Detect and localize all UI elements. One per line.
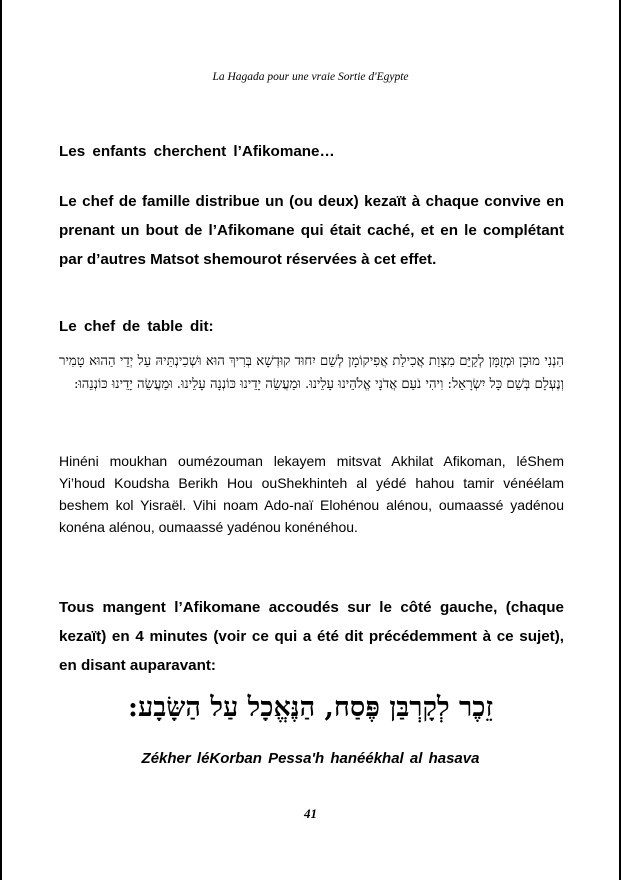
instruction-paragraph-distribution: Le chef de famille distribue un (ou deux) kezaït à chaque convive en prenant un bout de l’Afikomane qui était caché, et en le complétant par d’autres Matsot shemourot réservées à cet effet. [59, 193, 564, 268]
section-heading-afikomane: Les enfants cherchent l’Afikomane… [59, 143, 335, 160]
hebrew-prayer-text: הִנְנִי מוּכָן וּמְזֻמָּן לְקַיֵּם מִצְוַת אֲכִילַת אֲפִיקוֹמָן לְשֵׁם יִחוּד קוּדְשָׁא בְּרִיךְ הוּא וּשְׁכִינְתֵּיהּ עַל יְדֵי הַהוּא טָמִיר וְנֶעְלָם בְּשֵׁם כָּל יִשְׂרָאֵל: וִיהִי נֹעַם אֲדֹנָי אֱלֹהֵינוּ עָלֵינוּ. וּמַעֲשֵׂה יָדֵינוּ כּוֹנְנָה עָלֵינוּ. וּמַעֲשֵׂה יָדֵינוּ כּוֹנְנֵהוּ: [59, 354, 564, 392]
page-border-left [0, 0, 2, 880]
transliteration-paragraph: Hinéni moukhan oumézouman lekayem mitsvat Akhilat Afikoman, léShem Yi’houd Koudsha Berikh Hou ouShekhinteh al yédé hahou tamir vénéélam beshem kol Yisraël. Vihi noam Ado-naï Elohénou alénou, oumaassé yadénou konéna alénou, oumaassé yadénou konénéhou. [59, 453, 564, 535]
blessing-transliteration: Zékher léKorban Pessa'h hanéékhal al hasava [141, 750, 480, 767]
section-heading-chef-dit: Le chef de table dit: [59, 318, 214, 335]
page-number: 41 [304, 806, 317, 821]
instruction-paragraph-eating: Tous mangent l’Afikomane accoudés sur le côté gauche, (chaque kezaït) en 4 minutes (voir ce qui a été dit précédemment à ce sujet), en disant auparavant: [59, 599, 564, 674]
hebrew-blessing-large: זֵכֶר לְקָרְבַּן פֶּסַח, הַנֶּאֱכָל עַל הַשָּׂבָע: [128, 692, 493, 723]
running-header: La Hagada pour une vraie Sortie d'Egypte [212, 71, 409, 83]
